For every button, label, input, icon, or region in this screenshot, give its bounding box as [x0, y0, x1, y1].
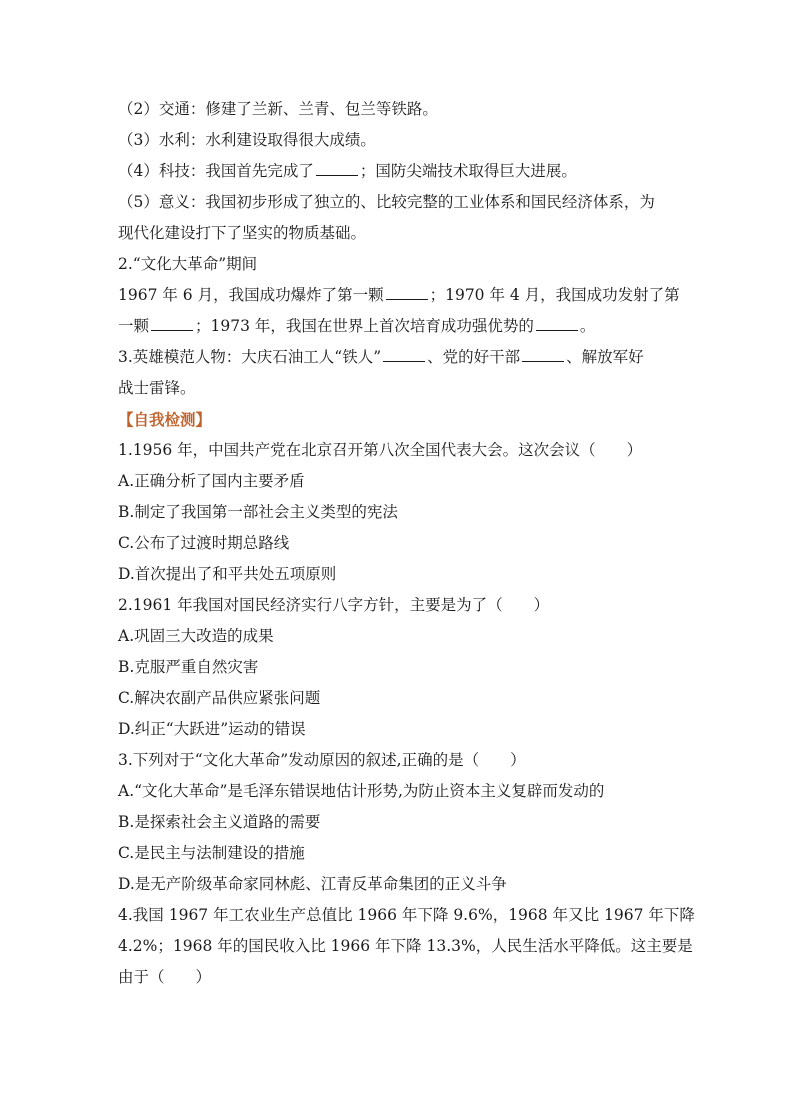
text-line [118, 342, 674, 373]
answer-option[interactable]: B.克服严重自然灾害 [118, 658, 259, 676]
fill-in-blank[interactable] [316, 159, 358, 176]
text-line [118, 94, 674, 125]
text-line [118, 280, 680, 311]
text-span: 、解放军好 [566, 348, 644, 366]
answer-option[interactable]: C.公布了过渡时期总路线 [118, 534, 290, 552]
section-heading: 【自我检测】 [118, 410, 212, 429]
text-span: 。 [579, 317, 596, 335]
answer-option[interactable]: A.巩固三大改造的成果 [118, 627, 274, 645]
text-line [118, 125, 674, 156]
text-span: （3）水利：水利建设取得很大成绩。 [118, 131, 376, 149]
text-span: 3.英雄模范人物：大庆石油工人“铁人” [118, 348, 382, 366]
question-stem: 由于（ ） [118, 968, 212, 986]
fill-in-blank[interactable] [151, 314, 193, 331]
text-span: ；国防尖端技术取得巨大进展。 [359, 162, 577, 180]
text-line [118, 311, 674, 342]
text-line [118, 156, 674, 187]
text-span: 战士雷锋。 [118, 379, 196, 397]
answer-option[interactable]: D.首次提出了和平共处五项原则 [118, 565, 337, 583]
text-span: 一颗 [118, 317, 150, 335]
text-span: ；1973 年，我国在世界上首次培育成功强优势的 [195, 317, 534, 335]
text-span: （5）意义：我国初步形成了独立的、比较完整的工业体系和国民经济体系，为 [118, 193, 655, 211]
text-span: （2）交通：修建了兰新、兰青、包兰等铁路。 [118, 100, 438, 118]
text-line [118, 373, 674, 404]
text-span: ；1970 年 4 月，我国成功发射了第 [429, 286, 680, 304]
document-page [118, 94, 695, 993]
text-line [118, 249, 674, 280]
fill-in-blank[interactable] [383, 345, 425, 362]
answer-option[interactable]: A.“文化大革命”是毛泽东错误地估计形势,为防止资本主义复辟而发动的 [118, 782, 605, 800]
text-span: 1967 年 6 月，我国成功爆炸了第一颗 [118, 286, 384, 304]
text-span: 2.“文化大革命”期间 [118, 255, 258, 273]
fill-in-blank[interactable] [536, 314, 578, 331]
answer-option[interactable]: C.是民主与法制建设的措施 [118, 844, 305, 862]
question-stem: 2.1961 年我国对国民经济实行八字方针，主要是为了（ ） [118, 596, 550, 614]
fill-in-blank[interactable] [386, 283, 428, 300]
question-stem: 4.2%；1968 年的国民收入比 1966 年下降 13.3%，人民生活水平降低。这主要是 [118, 937, 693, 955]
answer-option[interactable]: D.是无产阶级革命家同林彪、江青反革命集团的正义斗争 [118, 875, 507, 893]
question-stem: 4.我国 1967 年工农业生产总值比 1966 年下降 9.6%，1968 年又比 1967 年下降 [118, 906, 695, 924]
question-stem: 3.下列对于“文化大革命”发动原因的叙述,正确的是（ ） [118, 751, 526, 769]
text-line [118, 218, 674, 249]
fill-in-blank[interactable] [522, 345, 564, 362]
text-span: （4）科技：我国首先完成了 [118, 162, 314, 180]
text-line [118, 187, 674, 218]
text-span: 现代化建设打下了坚实的物质基础。 [118, 224, 367, 242]
question-stem: 1.1956 年，中国共产党在北京召开第八次全国代表大会。这次会议（ ） [118, 441, 643, 459]
answer-option[interactable]: A.正确分析了国内主要矛盾 [118, 472, 305, 490]
answer-option[interactable]: B.制定了我国第一部社会主义类型的宪法 [118, 503, 398, 521]
answer-option[interactable]: D.纠正“大跃进”运动的错误 [118, 720, 306, 738]
answer-option[interactable]: C.解决农副产品供应紧张问题 [118, 689, 321, 707]
answer-option[interactable]: B.是探索社会主义道路的需要 [118, 813, 321, 831]
text-span: 、党的好干部 [427, 348, 521, 366]
